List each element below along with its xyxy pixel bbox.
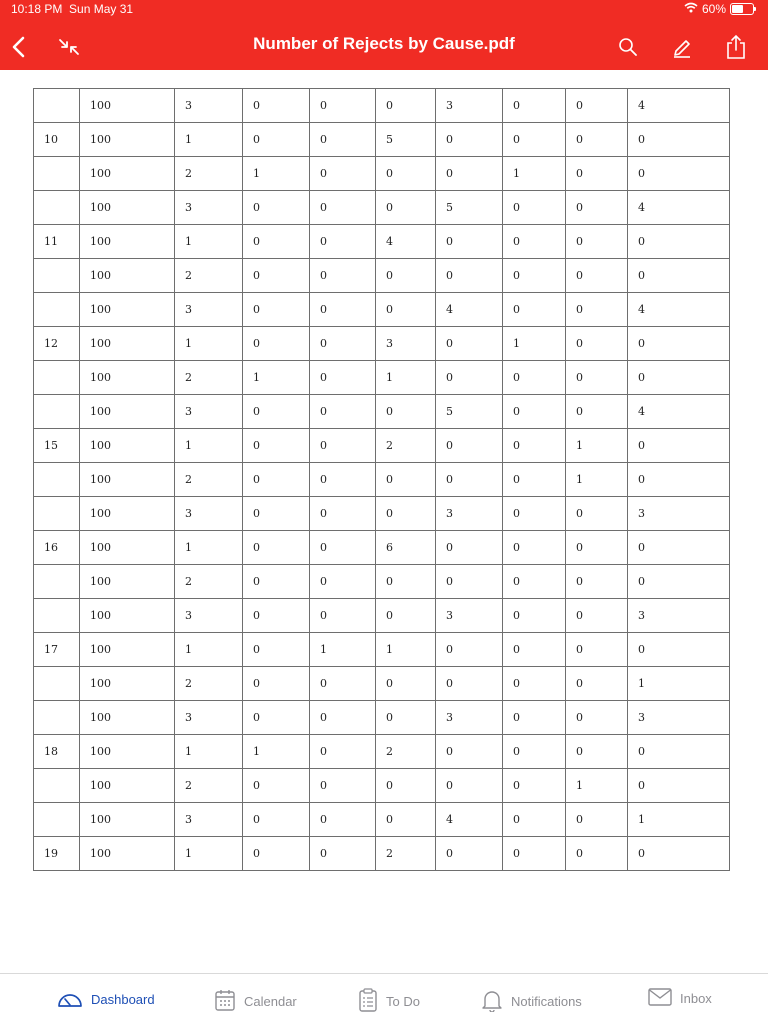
table-cell: 0 [310, 837, 376, 871]
table-cell: 0 [376, 565, 436, 599]
table-cell: 19 [34, 837, 80, 871]
table-cell: 0 [503, 463, 566, 497]
table-cell: 3 [628, 701, 730, 735]
table-cell: 0 [243, 191, 310, 225]
table-cell: 0 [310, 361, 376, 395]
table-cell: 0 [566, 837, 628, 871]
tab-label: Notifications [511, 994, 582, 1009]
table-cell: 100 [80, 735, 175, 769]
table-cell: 0 [310, 123, 376, 157]
table-cell: 0 [503, 225, 566, 259]
table-cell: 0 [503, 259, 566, 293]
table-cell: 0 [566, 361, 628, 395]
table-cell: 0 [436, 633, 503, 667]
table-cell: 2 [175, 463, 243, 497]
table-cell: 100 [80, 293, 175, 327]
table-cell: 0 [503, 191, 566, 225]
document-title: Number of Rejects by Cause.pdf [253, 34, 515, 53]
table-cell: 100 [80, 361, 175, 395]
table-cell: 100 [80, 123, 175, 157]
table-cell: 0 [628, 123, 730, 157]
table-cell: 0 [628, 565, 730, 599]
table-cell: 100 [80, 89, 175, 123]
share-icon[interactable] [722, 33, 750, 61]
bell-icon [481, 988, 503, 1015]
table-cell: 1 [566, 463, 628, 497]
status-time: 10:18 PM [11, 2, 63, 16]
table-cell: 12 [34, 327, 80, 361]
table-cell: 0 [566, 191, 628, 225]
table-cell: 0 [243, 225, 310, 259]
table-cell: 0 [503, 361, 566, 395]
table-cell: 0 [310, 803, 376, 837]
table-cell: 1 [175, 225, 243, 259]
table-row [34, 293, 730, 327]
table-cell: 0 [628, 429, 730, 463]
table-cell: 100 [80, 531, 175, 565]
table-cell: 3 [436, 701, 503, 735]
table-cell: 1 [503, 157, 566, 191]
table-cell: 0 [436, 259, 503, 293]
table-row [34, 803, 730, 837]
table-cell: 0 [503, 395, 566, 429]
table-row [34, 735, 730, 769]
table-cell [34, 769, 80, 803]
table-cell: 0 [243, 463, 310, 497]
table-cell: 0 [503, 701, 566, 735]
table-cell: 0 [243, 803, 310, 837]
table-cell: 0 [376, 395, 436, 429]
table-cell: 0 [310, 769, 376, 803]
table-cell: 3 [436, 599, 503, 633]
tab-label: Inbox [680, 991, 712, 1006]
table-cell: 2 [175, 361, 243, 395]
table-cell: 0 [243, 293, 310, 327]
table-cell: 0 [628, 735, 730, 769]
status-bar-right [684, 2, 754, 16]
table-cell: 0 [436, 157, 503, 191]
table-cell [34, 293, 80, 327]
table-row [34, 531, 730, 565]
table-cell: 0 [376, 293, 436, 327]
table-cell: 0 [628, 633, 730, 667]
table-row [34, 463, 730, 497]
table-cell: 1 [628, 803, 730, 837]
table-cell [34, 395, 80, 429]
table-cell: 100 [80, 395, 175, 429]
battery-icon [730, 3, 754, 15]
table-cell: 0 [310, 531, 376, 565]
table-cell: 0 [376, 259, 436, 293]
table-cell: 0 [243, 429, 310, 463]
table-cell: 0 [566, 701, 628, 735]
table-row [34, 327, 730, 361]
table-cell [34, 191, 80, 225]
table-row [34, 259, 730, 293]
dashboard-gauge-icon [57, 988, 83, 1011]
table-cell: 0 [503, 497, 566, 531]
table-cell: 100 [80, 157, 175, 191]
table-cell: 3 [628, 497, 730, 531]
tab-dashboard[interactable] [57, 988, 155, 1011]
table-cell: 6 [376, 531, 436, 565]
table-cell: 0 [566, 497, 628, 531]
table-cell: 0 [566, 89, 628, 123]
table-cell [34, 701, 80, 735]
table-row [34, 497, 730, 531]
table-cell: 0 [503, 633, 566, 667]
table-cell: 0 [310, 225, 376, 259]
table-cell: 1 [310, 633, 376, 667]
table-cell: 100 [80, 327, 175, 361]
table-cell: 0 [436, 531, 503, 565]
table-cell: 2 [175, 565, 243, 599]
calendar-icon [214, 988, 236, 1015]
table-cell: 0 [566, 395, 628, 429]
table-row [34, 395, 730, 429]
table-row [34, 565, 730, 599]
table-cell: 0 [503, 531, 566, 565]
table-cell: 2 [376, 429, 436, 463]
table-cell: 1 [175, 531, 243, 565]
table-cell [34, 361, 80, 395]
table-cell: 0 [566, 633, 628, 667]
table-cell: 100 [80, 633, 175, 667]
table-cell [34, 463, 80, 497]
table-cell: 0 [310, 463, 376, 497]
table-cell: 16 [34, 531, 80, 565]
table-cell: 100 [80, 701, 175, 735]
table-cell: 0 [503, 89, 566, 123]
table-cell: 0 [243, 565, 310, 599]
table-cell: 0 [628, 259, 730, 293]
table-cell: 100 [80, 837, 175, 871]
table-cell: 0 [436, 769, 503, 803]
table-row [34, 837, 730, 871]
table-cell [34, 565, 80, 599]
table-cell: 1 [566, 769, 628, 803]
highlighter-icon[interactable] [668, 33, 696, 61]
table-cell: 1 [566, 429, 628, 463]
table-cell: 2 [175, 259, 243, 293]
table-cell: 100 [80, 225, 175, 259]
tab-inbox[interactable] [648, 988, 712, 1009]
bottom-tab-bar [0, 973, 768, 1025]
table-cell [34, 157, 80, 191]
tab-notifications[interactable] [481, 988, 582, 1015]
table-cell: 4 [628, 293, 730, 327]
table-cell: 0 [310, 89, 376, 123]
tab-label: To Do [386, 994, 420, 1009]
table-cell: 0 [628, 463, 730, 497]
table-cell: 1 [376, 633, 436, 667]
table-cell: 1 [175, 633, 243, 667]
table-cell: 0 [436, 565, 503, 599]
table-cell: 0 [243, 327, 310, 361]
table-cell: 0 [376, 701, 436, 735]
table-cell: 0 [628, 361, 730, 395]
table-cell: 0 [310, 191, 376, 225]
table-cell: 0 [503, 565, 566, 599]
table-cell: 0 [310, 565, 376, 599]
table-cell: 15 [34, 429, 80, 463]
table-cell: 11 [34, 225, 80, 259]
table-cell: 0 [310, 327, 376, 361]
table-row [34, 667, 730, 701]
table-cell: 0 [310, 395, 376, 429]
table-cell: 2 [175, 667, 243, 701]
table-cell: 0 [243, 599, 310, 633]
table-cell: 0 [436, 667, 503, 701]
table-cell: 2 [376, 837, 436, 871]
table-row [34, 701, 730, 735]
table-cell: 0 [566, 667, 628, 701]
tab-label: Calendar [244, 994, 297, 1009]
table-cell: 0 [243, 395, 310, 429]
table-cell: 0 [566, 293, 628, 327]
table-cell: 0 [628, 531, 730, 565]
table-cell: 3 [175, 395, 243, 429]
table-cell: 10 [34, 123, 80, 157]
top-bar [0, 0, 768, 70]
table-cell: 0 [243, 701, 310, 735]
table-cell: 100 [80, 803, 175, 837]
table-cell: 3 [175, 599, 243, 633]
tab-calendar[interactable] [214, 988, 297, 1015]
table-cell: 0 [436, 123, 503, 157]
table-cell: 0 [628, 769, 730, 803]
table-body [34, 89, 730, 871]
table-cell: 0 [310, 429, 376, 463]
table-cell [34, 803, 80, 837]
table-cell: 0 [436, 429, 503, 463]
table-cell: 0 [628, 225, 730, 259]
table-cell: 0 [503, 837, 566, 871]
table-cell [34, 259, 80, 293]
table-cell: 0 [436, 361, 503, 395]
table-cell: 0 [503, 667, 566, 701]
table-cell: 100 [80, 463, 175, 497]
table-cell: 0 [376, 191, 436, 225]
table-cell: 3 [376, 327, 436, 361]
table-cell: 0 [503, 735, 566, 769]
table-cell: 0 [243, 837, 310, 871]
table-cell: 0 [436, 463, 503, 497]
table-cell: 0 [566, 157, 628, 191]
table-cell: 0 [310, 735, 376, 769]
table-cell: 0 [566, 327, 628, 361]
table-cell: 0 [503, 769, 566, 803]
table-row [34, 429, 730, 463]
table-cell: 5 [376, 123, 436, 157]
table-cell: 3 [175, 701, 243, 735]
table-cell [34, 497, 80, 531]
table-cell: 100 [80, 191, 175, 225]
table-row [34, 157, 730, 191]
table-cell: 100 [80, 429, 175, 463]
table-row [34, 599, 730, 633]
table-cell: 0 [243, 497, 310, 531]
table-cell: 0 [243, 667, 310, 701]
search-icon[interactable] [614, 33, 642, 61]
table-cell: 0 [503, 599, 566, 633]
table-cell [34, 89, 80, 123]
battery-level [732, 5, 743, 13]
table-cell: 5 [436, 191, 503, 225]
table-row [34, 769, 730, 803]
table-cell: 0 [243, 259, 310, 293]
table-cell: 4 [436, 293, 503, 327]
table-cell: 0 [376, 667, 436, 701]
table-row [34, 633, 730, 667]
table-cell: 0 [566, 123, 628, 157]
table-cell: 0 [310, 497, 376, 531]
table-cell: 0 [436, 327, 503, 361]
status-bar-time [11, 2, 133, 16]
table-cell: 0 [310, 259, 376, 293]
table-cell: 0 [566, 259, 628, 293]
table-cell: 100 [80, 667, 175, 701]
table-cell: 0 [628, 157, 730, 191]
table-cell: 17 [34, 633, 80, 667]
table-cell: 4 [628, 89, 730, 123]
table-cell: 3 [175, 497, 243, 531]
table-cell: 0 [243, 123, 310, 157]
table-cell: 1 [243, 157, 310, 191]
table-cell: 0 [436, 225, 503, 259]
table-cell: 0 [566, 565, 628, 599]
table-cell: 0 [310, 293, 376, 327]
table-cell: 3 [436, 89, 503, 123]
table-cell: 0 [628, 327, 730, 361]
table-cell: 0 [436, 735, 503, 769]
table-cell: 3 [175, 803, 243, 837]
table-cell: 0 [243, 633, 310, 667]
status-date: Sun May 31 [69, 2, 134, 16]
table-cell: 3 [175, 89, 243, 123]
rejects-table [33, 88, 730, 871]
table-cell: 0 [566, 803, 628, 837]
table-cell: 1 [243, 735, 310, 769]
table-cell [34, 667, 80, 701]
table-cell: 0 [243, 89, 310, 123]
table-cell: 3 [175, 191, 243, 225]
table-cell: 0 [376, 599, 436, 633]
table-cell: 100 [80, 599, 175, 633]
table-cell: 1 [175, 837, 243, 871]
table-cell: 1 [628, 667, 730, 701]
table-cell: 0 [503, 429, 566, 463]
table-cell: 4 [376, 225, 436, 259]
table-cell: 0 [243, 531, 310, 565]
table-cell: 1 [503, 327, 566, 361]
table-cell: 100 [80, 259, 175, 293]
pdf-page[interactable] [0, 70, 768, 973]
table-cell: 5 [436, 395, 503, 429]
table-cell: 0 [566, 531, 628, 565]
battery-percent: 60% [701, 2, 726, 16]
table-cell: 3 [628, 599, 730, 633]
table-cell: 0 [628, 837, 730, 871]
table-row [34, 89, 730, 123]
table-cell: 4 [436, 803, 503, 837]
table-row [34, 123, 730, 157]
table-cell: 0 [243, 769, 310, 803]
table-cell: 1 [175, 123, 243, 157]
table-cell: 0 [503, 293, 566, 327]
table-cell: 0 [310, 599, 376, 633]
table-cell: 2 [376, 735, 436, 769]
table-cell: 4 [628, 191, 730, 225]
table-cell: 1 [243, 361, 310, 395]
table-row [34, 225, 730, 259]
table-cell: 3 [175, 293, 243, 327]
wifi-icon [684, 2, 698, 16]
table-cell: 4 [628, 395, 730, 429]
table-cell: 0 [310, 701, 376, 735]
table-cell [34, 599, 80, 633]
table-cell: 1 [175, 327, 243, 361]
checklist-icon [358, 988, 378, 1015]
table-cell: 0 [376, 463, 436, 497]
envelope-icon [648, 988, 672, 1009]
table-cell: 0 [436, 837, 503, 871]
table-cell: 0 [310, 157, 376, 191]
table-cell: 0 [376, 803, 436, 837]
tab-to-do[interactable] [358, 988, 420, 1015]
table-cell: 1 [175, 735, 243, 769]
table-cell: 0 [376, 769, 436, 803]
table-cell: 3 [436, 497, 503, 531]
table-cell: 0 [376, 157, 436, 191]
table-cell: 2 [175, 157, 243, 191]
table-cell: 0 [566, 599, 628, 633]
table-cell: 0 [566, 735, 628, 769]
table-cell: 0 [503, 803, 566, 837]
table-row [34, 361, 730, 395]
table-cell: 1 [376, 361, 436, 395]
table-cell: 1 [175, 429, 243, 463]
table-cell: 0 [503, 123, 566, 157]
table-cell: 18 [34, 735, 80, 769]
tab-label: Dashboard [91, 992, 155, 1007]
table-cell: 100 [80, 565, 175, 599]
table-cell: 100 [80, 497, 175, 531]
table-cell: 0 [376, 89, 436, 123]
table-cell: 0 [310, 667, 376, 701]
table-row [34, 191, 730, 225]
table-cell: 100 [80, 769, 175, 803]
table-cell: 0 [376, 497, 436, 531]
table-cell: 0 [566, 225, 628, 259]
table-cell: 2 [175, 769, 243, 803]
